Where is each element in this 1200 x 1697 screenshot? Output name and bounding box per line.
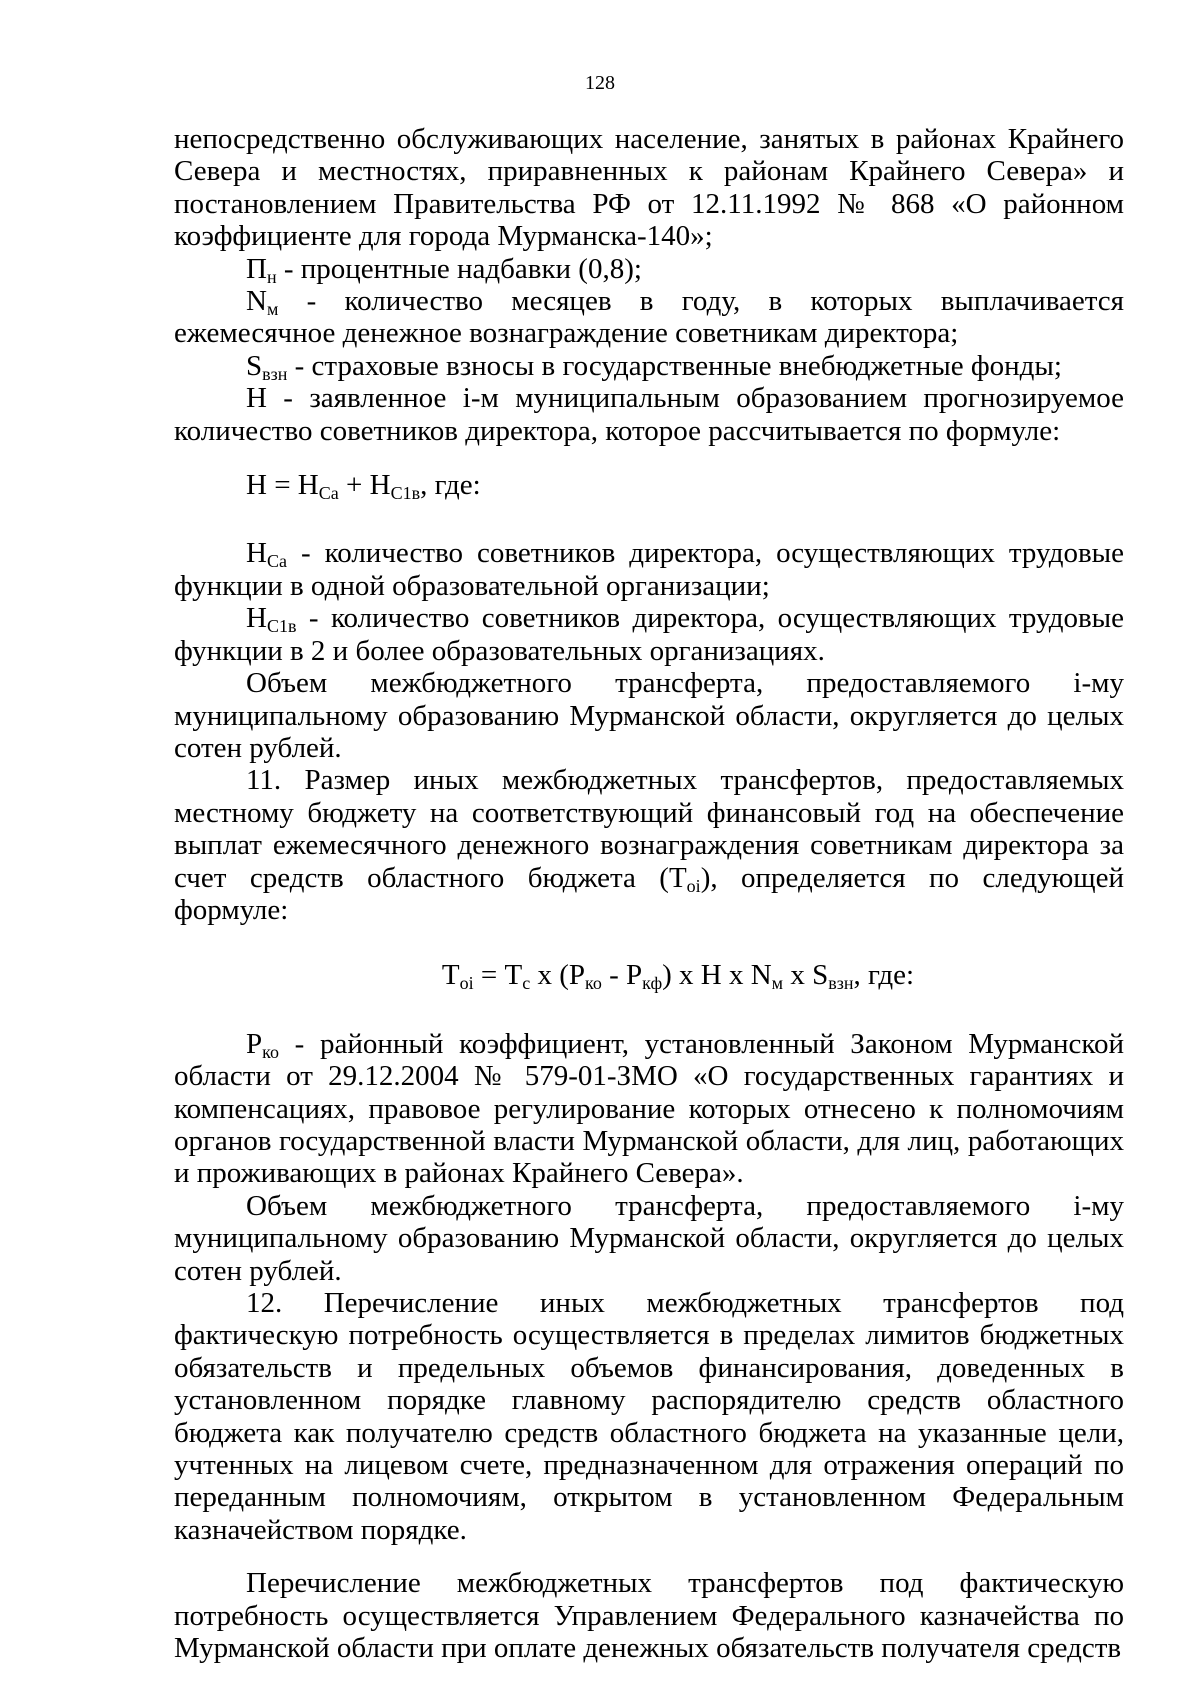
subscript: оi <box>459 973 474 994</box>
formula-toi <box>174 959 1124 994</box>
formula-h <box>174 469 1124 504</box>
formula-part: ) х Н х N <box>662 959 772 992</box>
paragraph-continuation <box>174 123 1124 253</box>
formula-part: , где: <box>420 469 481 502</box>
formula-part: = Т <box>473 959 523 992</box>
subscript: С1в <box>266 616 297 637</box>
subscript: ко <box>585 973 602 994</box>
paragraph-transfer <box>174 1567 1124 1664</box>
definition-h <box>174 382 1124 447</box>
definition-svzn <box>174 350 1124 382</box>
symbol: П <box>246 252 267 285</box>
subscript: оi <box>686 875 701 896</box>
formula-part: х S <box>783 959 829 992</box>
paragraph-11 <box>174 764 1124 926</box>
subscript: С1в <box>390 483 421 504</box>
document-body <box>174 123 1124 1664</box>
definition-text: - количество месяцев в году, в которых выплачивается ежемесячное денежное вознаграждение советникам директора; <box>174 285 1124 350</box>
symbol: S <box>246 349 263 382</box>
definition-text: - районный коэффициент, установленный Законом Мурманской области от 29.12.2004 № 579-01-ЗМО «О государственных гарантиях и компенсациях, правовое регулирование которых отнесено к полномочиям органов государственной власти Мурманской области, для лиц, работающих и проживающих в районах Крайнего Севера». <box>174 1027 1124 1190</box>
formula-part: Т <box>441 959 460 992</box>
paragraph-text: Перечисление межбюджетных трансфертов под фактическую потребность осуществляется Управлением Федерального казначейства по Мурманской области при оплате денежных обязательств получателя средств <box>174 1567 1124 1665</box>
subscript: Са <box>266 551 287 572</box>
subscript: м <box>266 299 279 320</box>
paragraph-text: 12. Перечисление иных межбюджетных трансфертов под фактическую потребность осуществляется в пределах лимитов бюджетных обязательств и предельных объемов финансирования, доведенных в установленном порядке главному распорядителю средств областного бюджета как получателю средств областного бюджета на указанные цели, учтенных на лицевом счете, предназначенном для отражения операций по переданным полномочиям, открытом в установленном Федеральным казначейством порядке. <box>174 1287 1124 1546</box>
formula-part: Н = Н <box>246 469 319 502</box>
definition-text: - количество советников директора, осуществляющих трудовые функции в 2 и более образовательных организациях. <box>174 602 1124 667</box>
paragraph-text: ), определяется по следующей формуле: <box>174 861 1124 926</box>
definition-rko <box>174 1028 1124 1190</box>
formula-part: , где: <box>853 959 915 992</box>
symbol: N <box>246 285 267 318</box>
definition-text: - количество советников директора, осуществляющих трудовые функции в одной образовательной организации; <box>174 537 1124 602</box>
formula-part: х (Р <box>530 959 586 992</box>
subscript: м <box>771 973 784 994</box>
paragraph-text: непосредственно обслуживающих население, занятых в районах Крайнего Севера и местностях, приравненных к районам Крайнего Севера» и постановлением Правительства РФ от 12.11.1992 № 868 «О районном коэффициенте для города Мурманска-140»; <box>174 123 1124 253</box>
paragraph-text: Объем межбюджетного трансферта, предоставляемого i-му муниципальному образованию Мурманской области, округляется до целых сотен рублей. <box>174 667 1124 764</box>
symbol: Н <box>246 602 267 635</box>
definition-hca <box>174 537 1124 602</box>
subscript: Са <box>318 483 339 504</box>
definition-text: - процентные надбавки (0,8); <box>276 252 642 285</box>
paragraph-12 <box>174 1287 1124 1546</box>
formula-part: + Н <box>338 469 391 502</box>
symbol: Н <box>246 537 267 570</box>
formula-part: - Р <box>601 959 643 992</box>
symbol: Р <box>246 1027 263 1060</box>
subscript: н <box>266 266 277 287</box>
subscript: взн <box>262 363 288 384</box>
page-number: 128 <box>585 72 615 94</box>
definition-nm <box>174 285 1124 350</box>
paragraph-rounding-2 <box>174 1190 1124 1287</box>
definition-pn <box>174 253 1124 285</box>
definition-text: Н - заявленное i-м муниципальным образованием прогнозируемое количество советников директора, которое рассчитывается по формуле: <box>174 382 1124 447</box>
subscript: взн <box>828 973 854 994</box>
paragraph-rounding <box>174 667 1124 764</box>
paragraph-text: 11. Размер иных межбюджетных трансфертов, предоставляемых местному бюджету на соответствующий финансовый год на обеспечение выплат ежемесячного денежного вознаграждения советникам директора за счет средств областного бюджета (Т <box>174 764 1124 894</box>
definition-text: - страховые взносы в государственные внебюджетные фонды; <box>287 349 1062 382</box>
subscript: ко <box>262 1041 279 1062</box>
subscript: кф <box>642 973 663 994</box>
subscript: с <box>522 973 531 994</box>
paragraph-text: Объем межбюджетного трансферта, предоставляемого i-му муниципальному образованию Мурманской области, округляется до целых сотен рублей. <box>174 1189 1124 1287</box>
definition-hc1v <box>174 602 1124 667</box>
